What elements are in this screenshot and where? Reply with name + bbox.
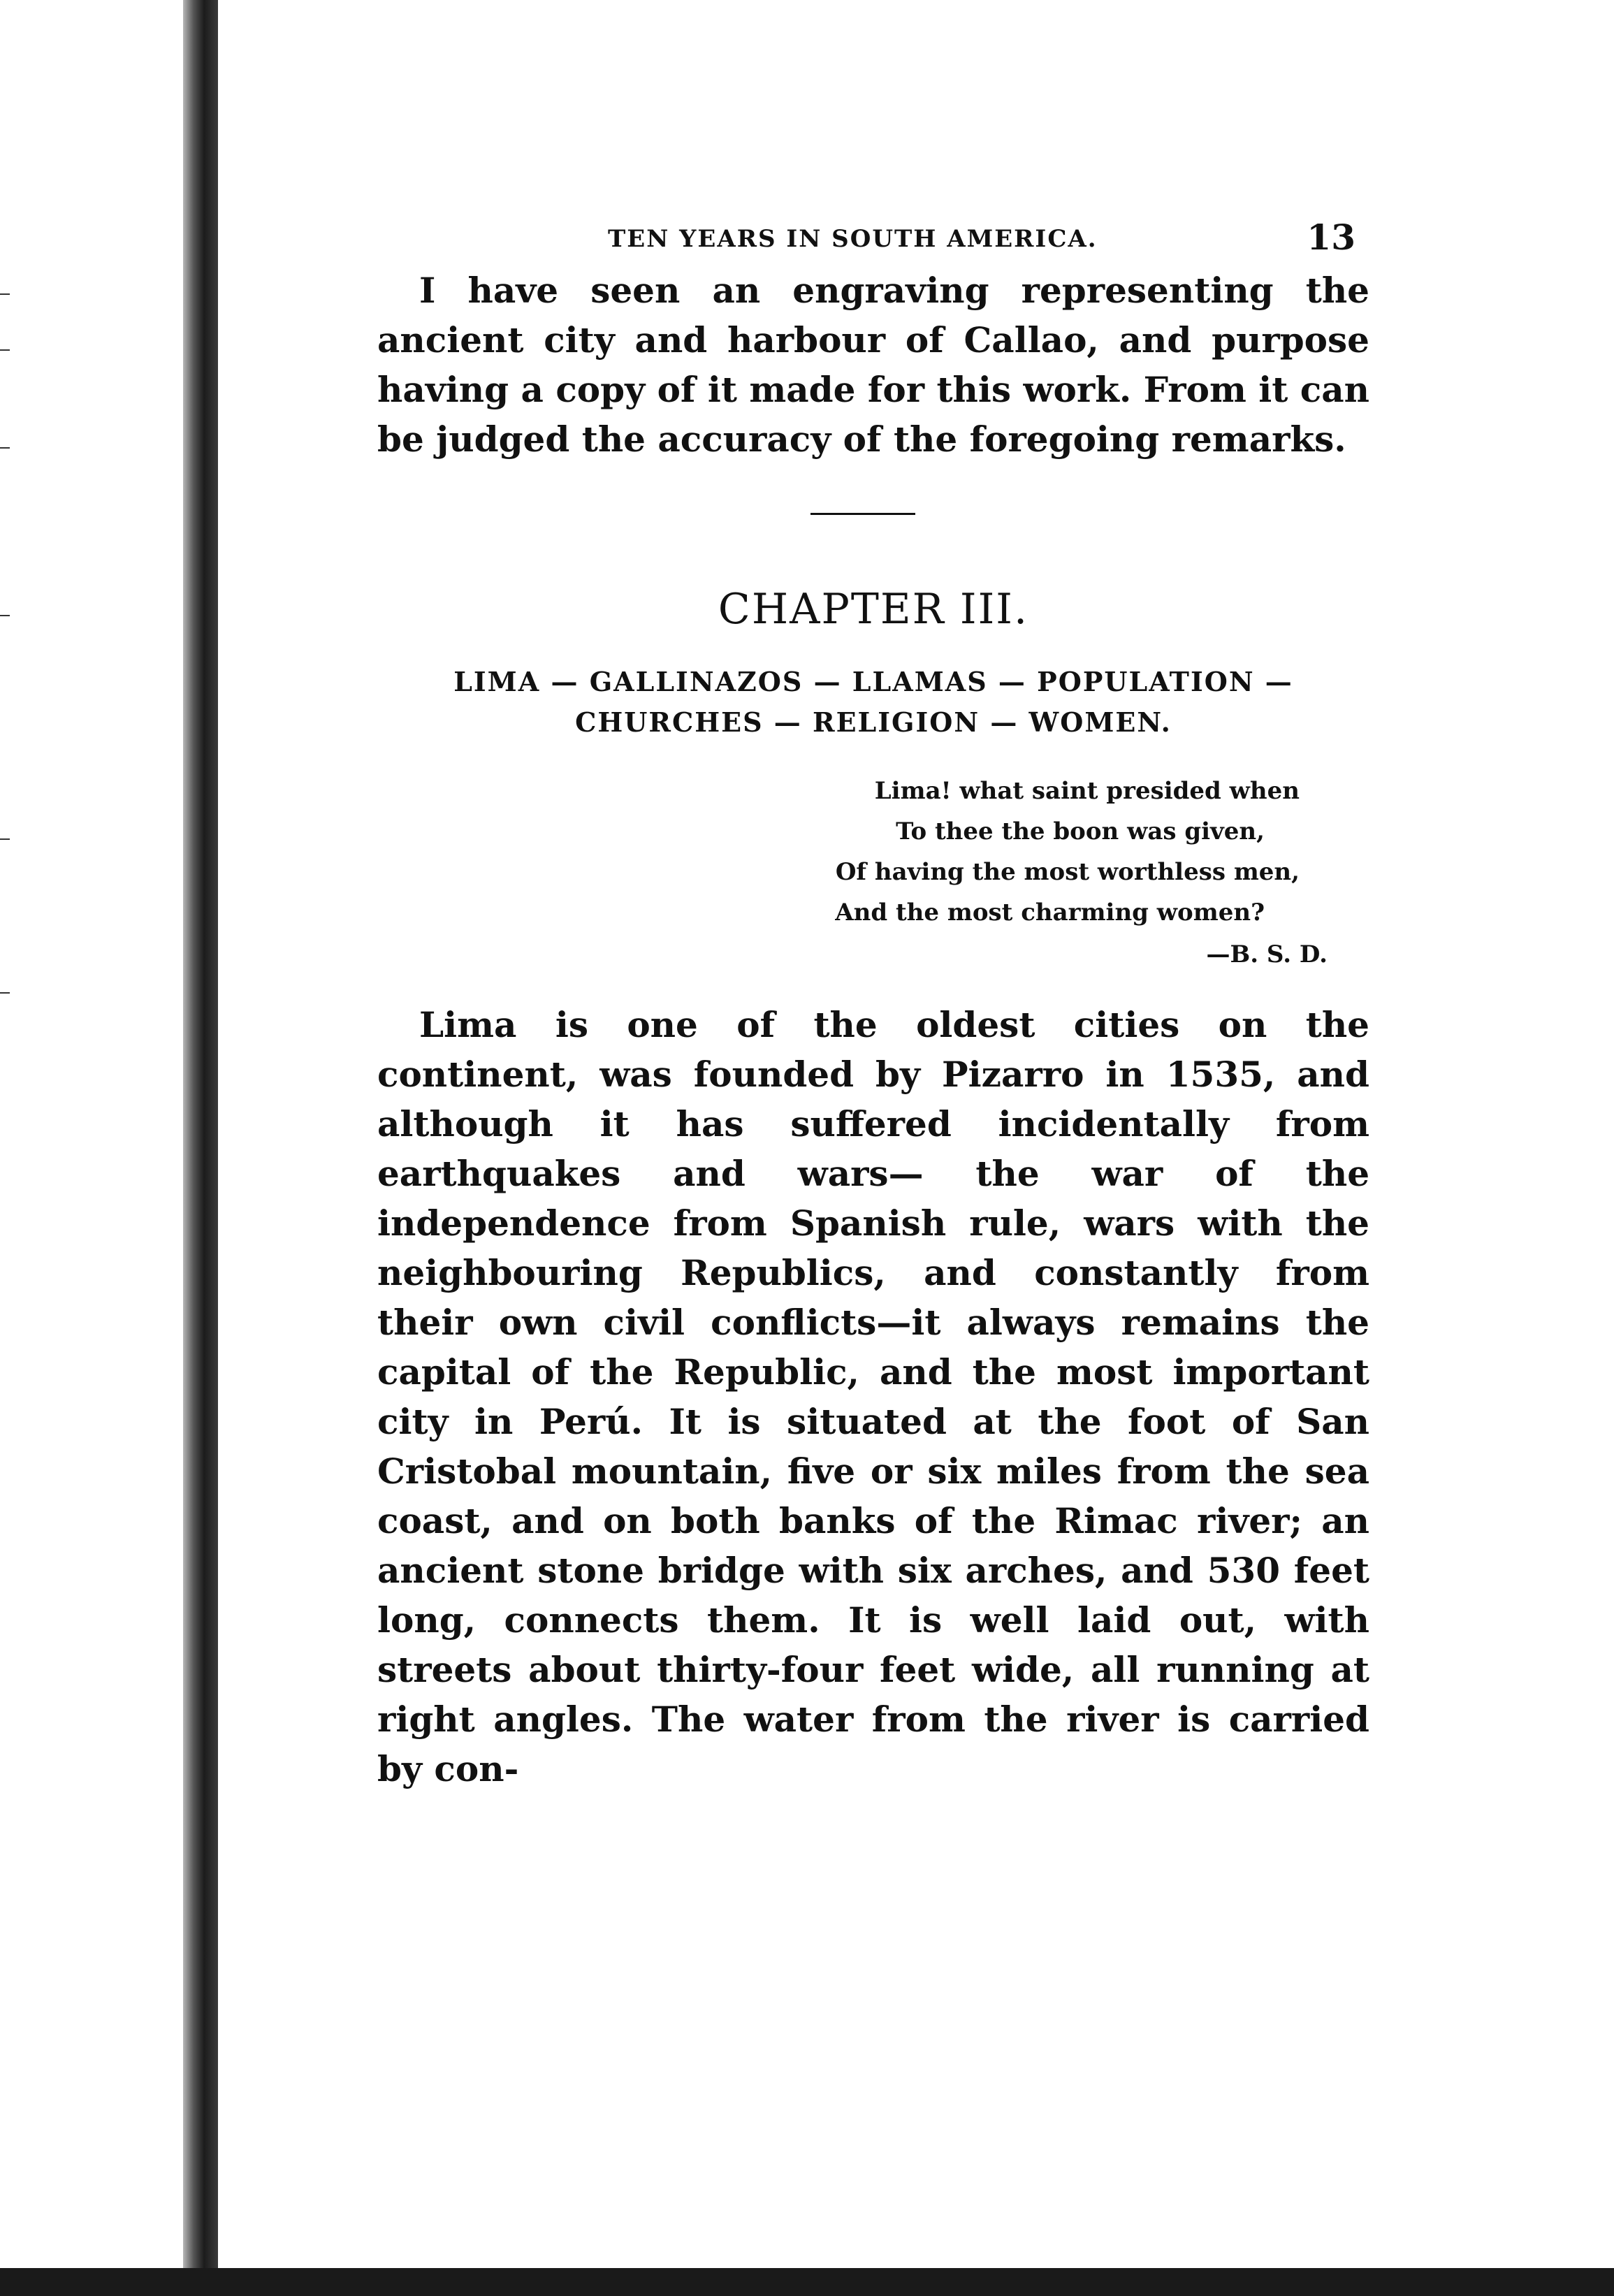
- running-head: [377, 210, 1369, 266]
- margin-tick: [0, 992, 10, 994]
- margin-tick: [0, 838, 10, 840]
- section-separator: [810, 513, 915, 515]
- chapter-subtitle-line: LIMA — GALLINAZOS — LLAMAS — POPULATION —: [453, 666, 1293, 697]
- scan-bottom-edge: [0, 2268, 1614, 2296]
- epigraph: [377, 771, 1328, 975]
- margin-tick: [0, 447, 10, 449]
- epigraph-attribution: —B. S. D.: [1206, 940, 1328, 968]
- margin-tick: [0, 615, 10, 616]
- body-paragraph: Lima is one of the oldest cities on the continent, was founded by Pizarro in 1535, and although it has suffered incidentally from earthquakes and wars— the war of the independence from Spanish rule, wars with the neighbouring Republics, and constantly from their own civil conflicts—it always remains the capital of the Republic, and the most important city in Perú. It is situated at the foot of San Cristobal mountain, five or six miles from the sea coast, and on both banks of the Rimac river; an ancient stone bridge with six arches, and 530 feet long, connects them. It is well laid out, with streets about thirty-four feet wide, all running at right angles. The water from the river is carried by con-: [377, 1004, 1369, 1789]
- chapter-subtitle: [377, 662, 1369, 743]
- running-title: TEN YEARS IN SOUTH AMERICA.: [608, 225, 1098, 253]
- chapter-subtitle-line: CHURCHES — RELIGION — WOMEN.: [575, 706, 1172, 738]
- margin-tick: [0, 293, 10, 295]
- epigraph-line: And the most charming women?: [835, 899, 1265, 927]
- epigraph-line: Lima! what saint presided when: [874, 777, 1300, 805]
- margin-tick: [0, 349, 10, 351]
- opening-paragraph: I have seen an engraving representing the ancient city and harbour of Callao, and purpose having a copy of it made for this work. From it can be judged the accuracy of the foregoing remarks.: [377, 270, 1369, 460]
- chapter-title: CHAPTER III.: [718, 585, 1029, 634]
- epigraph-line: To thee the boon was given,: [896, 818, 1265, 845]
- book-binding-edge: [183, 0, 218, 2296]
- epigraph-line: Of having the most worthless men,: [835, 858, 1300, 886]
- book-page: [377, 210, 1369, 1794]
- page-number: 13: [1307, 217, 1355, 258]
